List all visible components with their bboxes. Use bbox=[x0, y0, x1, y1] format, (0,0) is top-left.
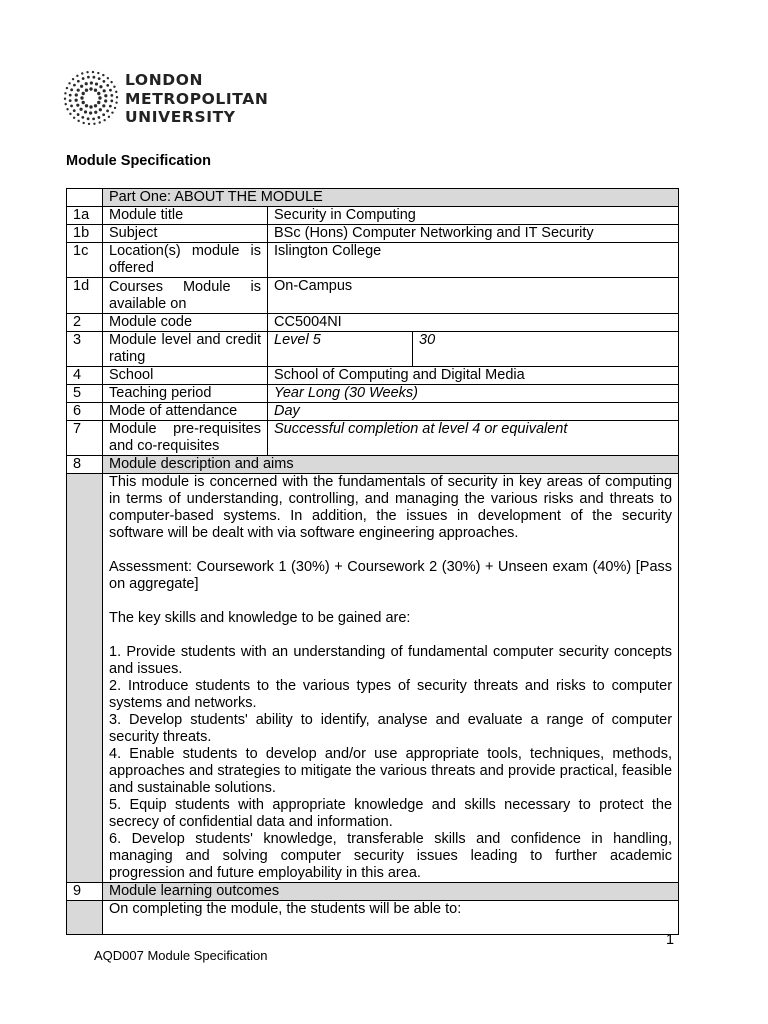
table-row bbox=[67, 207, 679, 225]
row-value: Year Long (30 Weeks) bbox=[268, 385, 679, 403]
section-heading: Module learning outcomes bbox=[103, 883, 679, 901]
logo-wordmark bbox=[125, 71, 268, 127]
row-label: Mode of attendance bbox=[103, 403, 268, 421]
row-value: Successful completion at level 4 or equivalent bbox=[268, 421, 679, 456]
skills-heading: The key skills and knowledge to be gained are: bbox=[109, 610, 411, 626]
row-value-credit: 30 bbox=[413, 332, 679, 367]
table-row bbox=[67, 421, 679, 456]
table-row bbox=[67, 385, 679, 403]
page-number: 1 bbox=[666, 932, 675, 948]
description-intro: This module is concerned with the fundamentals of security in key areas of computing in terms of understanding, controlling, and managing the various risks and threats to computer-based systems. In addition, the issues in development of the security software will be dealt with via software engineering approaches. bbox=[109, 474, 673, 541]
row-value: Security in Computing bbox=[268, 207, 679, 225]
list-item: 6. Develop students' knowledge, transferable skills and confidence in handling, managing and solving computer security issues leading to further academic progression and future employability in this area. bbox=[109, 831, 673, 881]
section-heading: Module description and aims bbox=[103, 456, 679, 474]
row-number: 9 bbox=[67, 883, 103, 901]
part-header-row bbox=[67, 189, 679, 207]
row-label: School bbox=[103, 367, 268, 385]
logo-line-2: METROPOLITAN bbox=[125, 89, 269, 108]
list-item: 5. Equip students with appropriate knowledge and skills necessary to protect the secrecy of confidential data and information. bbox=[109, 797, 673, 830]
table-row bbox=[67, 403, 679, 421]
logo-line-3: UNIVERSITY bbox=[125, 108, 236, 126]
assessment-text: Assessment: Coursework 1 (30%) + Coursework 2 (30%) + Unseen exam (40%) [Pass on aggregate] bbox=[109, 559, 673, 592]
list-item: 4. Enable students to develop and/or use appropriate tools, techniques, methods, approaches and strategies to mitigate the various threats and provide practical, feasible and sustainable solutions. bbox=[109, 746, 673, 796]
row-value: Day bbox=[268, 403, 679, 421]
outcomes-row bbox=[67, 901, 679, 935]
table-row bbox=[67, 278, 679, 314]
row-label: Module pre-requisites and co-requisites bbox=[103, 421, 268, 456]
row-label: Teaching period bbox=[103, 385, 268, 403]
row-label: Module code bbox=[103, 314, 268, 332]
row-value: On-Campus bbox=[268, 278, 679, 314]
row-value: Level 5 bbox=[268, 332, 413, 367]
row-label: Module title bbox=[103, 207, 268, 225]
row-label: Courses Module is available on bbox=[103, 278, 268, 314]
row-number: 1c bbox=[67, 243, 103, 278]
list-item: 2. Introduce students to the various types of security threats and risks to computer systems and networks. bbox=[109, 678, 673, 711]
row-number: 8 bbox=[67, 456, 103, 474]
table-row bbox=[67, 243, 679, 278]
row-number: 2 bbox=[67, 314, 103, 332]
row-value: BSc (Hons) Computer Networking and IT Security bbox=[268, 225, 679, 243]
page-footer: AQD007 Module Specification bbox=[94, 948, 268, 963]
logo-line-1: LONDON bbox=[125, 71, 204, 89]
row-number: 1d bbox=[67, 278, 103, 314]
row-label: Location(s) module is offered bbox=[103, 243, 268, 278]
table-row bbox=[67, 367, 679, 385]
list-item: 1. Provide students with an understanding of fundamental computer security concepts and issues. bbox=[109, 644, 673, 677]
row-value: School of Computing and Digital Media bbox=[268, 367, 679, 385]
row-label: Subject bbox=[103, 225, 268, 243]
section-header-row bbox=[67, 456, 679, 474]
row-number: 7 bbox=[67, 421, 103, 456]
table-row bbox=[67, 225, 679, 243]
outcomes-intro: On completing the module, the students will be able to: bbox=[103, 901, 679, 935]
row-number: 4 bbox=[67, 367, 103, 385]
row-number: 1b bbox=[67, 225, 103, 243]
row-number: 6 bbox=[67, 403, 103, 421]
university-logo bbox=[62, 70, 292, 126]
table-row bbox=[67, 332, 679, 367]
row-value: CC5004NI bbox=[268, 314, 679, 332]
dotted-ring-logo-icon bbox=[62, 70, 122, 126]
part-header: Part One: ABOUT THE MODULE bbox=[103, 189, 679, 207]
row-number: 1a bbox=[67, 207, 103, 225]
row-label: Module level and credit rating bbox=[103, 332, 268, 367]
table-row bbox=[67, 314, 679, 332]
page-title: Module Specification bbox=[66, 153, 212, 169]
row-value: Islington College bbox=[268, 243, 679, 278]
list-item: 3. Develop students' ability to identify, analyse and evaluate a range of computer security threats. bbox=[109, 712, 673, 745]
section-header-row bbox=[67, 883, 679, 901]
row-number: 5 bbox=[67, 385, 103, 403]
description-row bbox=[67, 474, 679, 883]
row-number: 3 bbox=[67, 332, 103, 367]
module-description bbox=[103, 474, 679, 883]
module-spec-table bbox=[66, 188, 679, 935]
